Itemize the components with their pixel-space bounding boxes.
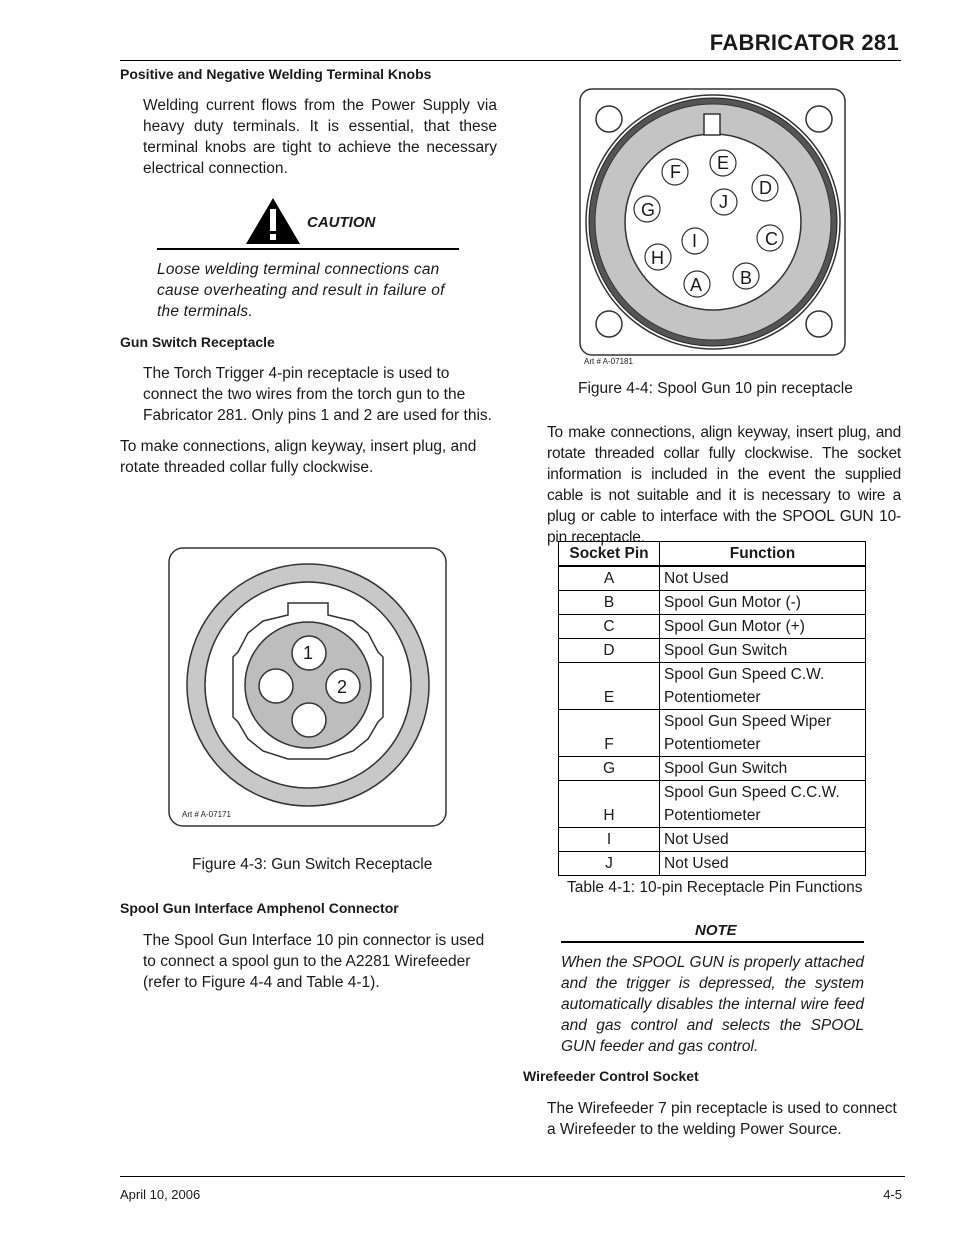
function-line-2: Potentiometer [664, 807, 761, 824]
header-rule [120, 60, 901, 61]
table-cell-function: Not Used [660, 828, 866, 852]
fig4-pin-G-label: G [641, 200, 656, 220]
footer-date: April 10, 2006 [120, 1187, 201, 1202]
note-rule [561, 941, 864, 943]
table-header-function: Function [660, 542, 866, 567]
table-cell-pin: G [559, 757, 660, 781]
table-row [559, 852, 866, 876]
table-cell-function: Spool Gun Motor (-) [660, 591, 866, 615]
function-line-2: Potentiometer [664, 736, 761, 753]
function-line-1: Spool Gun Speed C.C.W. [664, 784, 840, 801]
table-row [559, 615, 866, 639]
spool-gun-interface-paragraph: The Spool Gun Interface 10 pin connector is used to connect a spool gun to the A2281 Wirefeeder (refer to Figure 4-4 and Table 4-1). [143, 932, 485, 991]
fig4-caption: Figure 4-4: Spool Gun 10 pin receptacle [578, 380, 853, 397]
section-heading-spool-gun-interface: Spool Gun Interface Amphenol Connector [120, 900, 399, 916]
footer-page-number: 4-5 [883, 1187, 902, 1202]
table-caption: Table 4-1: 10-pin Receptacle Pin Functions [567, 879, 863, 896]
table-cell-pin: D [559, 639, 660, 663]
caution-warning-icon [245, 197, 301, 245]
caution-label: CAUTION [307, 214, 376, 231]
table-cell-function [660, 781, 866, 828]
table-row [559, 566, 866, 591]
table-cell-function: Not Used [660, 566, 866, 591]
table-cell-pin: J [559, 852, 660, 876]
section-heading-wirefeeder-socket: Wirefeeder Control Socket [523, 1068, 699, 1084]
footer-rule [120, 1176, 905, 1177]
gun-switch-receptacle-figure [168, 547, 447, 827]
table-row [559, 781, 866, 828]
fig4-pin-A-label: A [690, 275, 703, 295]
fig3-caption: Figure 4-3: Gun Switch Receptacle [192, 856, 433, 873]
fig4-pin-I-label: I [692, 231, 698, 251]
fig4-pin-J-label: J [719, 192, 728, 212]
fig4-pin-F-label: F [670, 162, 681, 182]
fig4-pin-C-label: C [765, 229, 778, 249]
gun-switch-connect-paragraph: To make connections, align keyway, insert plug, and rotate threaded collar fully clockwise. [120, 438, 477, 476]
caution-rule [157, 248, 459, 250]
fig4-pin-E-label: E [717, 153, 730, 173]
table-cell-function: Spool Gun Switch [660, 757, 866, 781]
note-label: NOTE [695, 922, 737, 939]
function-line-1: Spool Gun Speed C.W. [664, 666, 825, 683]
table-cell-pin: B [559, 591, 660, 615]
function-line-1: Spool Gun Speed Wiper [664, 713, 832, 730]
fig4-art-number: Art # A-07181 [584, 357, 633, 366]
table-cell-pin: E [559, 663, 660, 710]
table-cell-pin: C [559, 615, 660, 639]
table-header-socket-pin: Socket Pin [559, 542, 660, 567]
section-heading-terminal-knobs: Positive and Negative Welding Terminal Knobs [120, 66, 432, 82]
table-row [559, 639, 866, 663]
section-heading-gun-switch: Gun Switch Receptacle [120, 334, 275, 350]
table-cell-function: Spool Gun Motor (+) [660, 615, 866, 639]
table-cell-pin: F [559, 710, 660, 757]
gun-switch-paragraph: The Torch Trigger 4-pin receptacle is used to connect the two wires from the torch gun to the Fabricator 281. Only pins 1 and 2 are used for this. [143, 365, 492, 424]
document-title: FABRICATOR 281 [709, 30, 899, 55]
fig4-pin-H-label: H [651, 248, 664, 268]
table-row [559, 663, 866, 710]
fig3-pin-2-label: 2 [337, 677, 348, 697]
table-cell-function [660, 663, 866, 710]
caution-text: Loose welding terminal connections can cause overheating and result in failure of the terminals. [157, 261, 445, 320]
fig4-pin-D-label: D [759, 178, 772, 198]
table-cell-pin: I [559, 828, 660, 852]
terminal-knobs-paragraph: Welding current flows from the Power Supply via heavy duty terminals. It is essential, that these terminal knobs are tight to achieve the necessary electrical connection. [143, 97, 497, 177]
table-row [559, 591, 866, 615]
table-cell-function [660, 710, 866, 757]
fig3-pin-1-label: 1 [303, 643, 314, 663]
spool-gun-receptacle-figure [579, 88, 846, 356]
fig4-pin-B-label: B [740, 268, 753, 288]
function-line-2: Potentiometer [664, 689, 761, 706]
table-cell-function: Spool Gun Switch [660, 639, 866, 663]
wirefeeder-socket-paragraph: The Wirefeeder 7 pin receptacle is used to connect a Wirefeeder to the welding Power Source. [547, 1100, 897, 1138]
table-cell-function: Not Used [660, 852, 866, 876]
fig3-art-number: Art # A-07171 [182, 810, 231, 819]
table-cell-pin: H [559, 781, 660, 828]
spool-gun-connect-paragraph: To make connections, align keyway, insert plug, and rotate threaded collar fully clockwise. The socket information is included in the event the supplied cable is not suitable and it is necessary to wire a plug or cable to interface with the SPOOL GUN 10-pin receptacle. [547, 424, 901, 546]
table-cell-pin: A [559, 566, 660, 591]
table-row [559, 710, 866, 757]
table-row [559, 828, 866, 852]
table-row [559, 757, 866, 781]
note-text: When the SPOOL GUN is properly attached and the trigger is depressed, the system automatically disables the internal wire feed and gas control and selects the SPOOL GUN feeder and gas control. [561, 954, 864, 1055]
pin-function-table [558, 541, 866, 876]
